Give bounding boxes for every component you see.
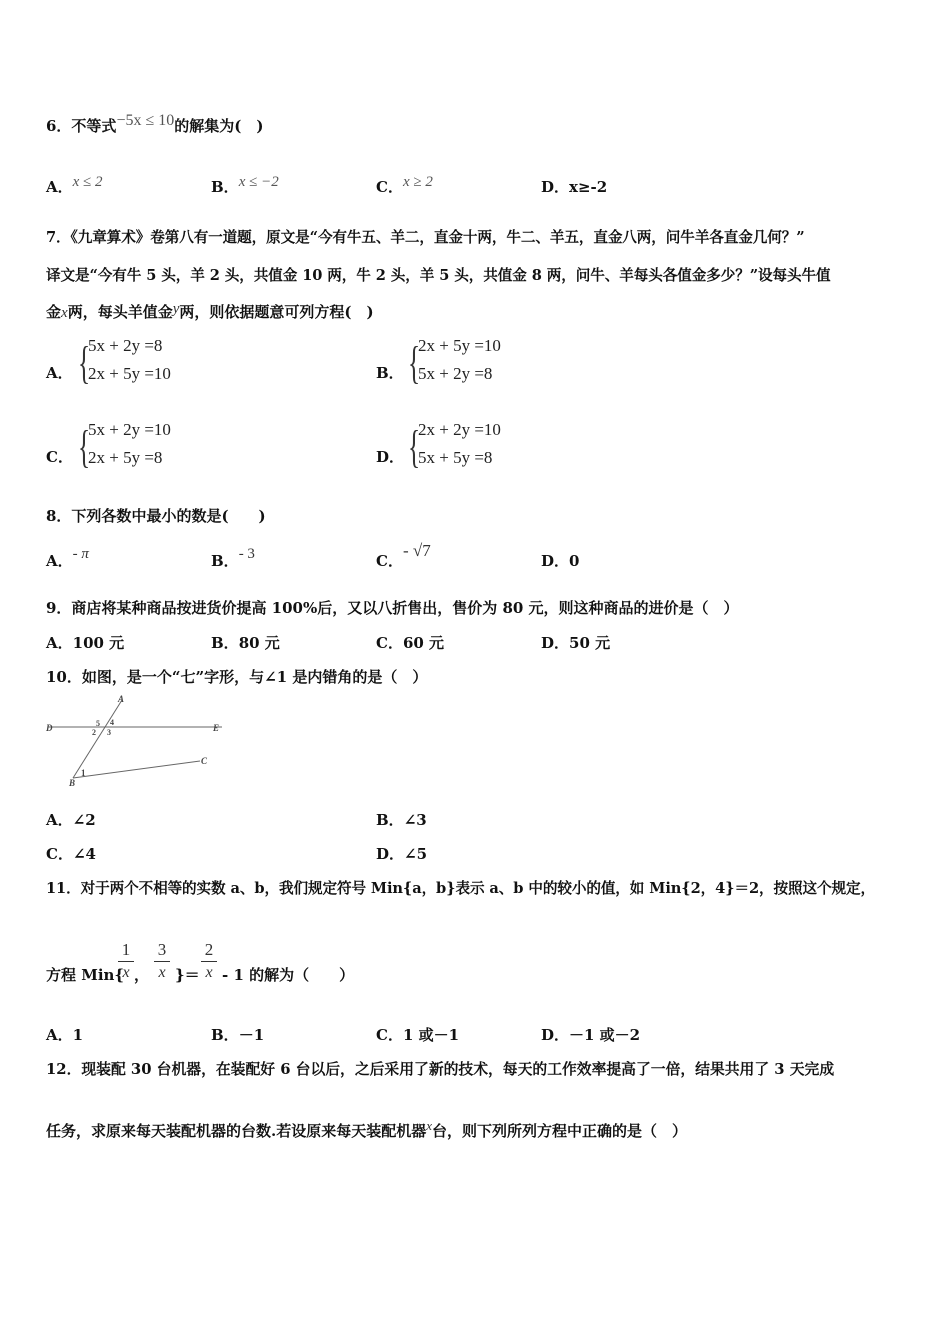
option-label: A． [46, 552, 73, 570]
option-value: x ≤ 2 [72, 174, 103, 190]
option-label: B． [211, 634, 239, 652]
q6-stem [46, 112, 264, 136]
q11-eq-mid: }＝ [175, 966, 200, 984]
angle-4-label: 4 [110, 718, 114, 727]
q10-option-b[interactable] [376, 809, 427, 830]
q7-option-a-system [78, 336, 218, 396]
q7-line3-b: 两，每头羊值金 [67, 303, 173, 321]
option-label: B． [376, 811, 404, 829]
fraction-bar [118, 961, 134, 962]
q11-fraction-2 [154, 940, 170, 983]
label-e: E [213, 723, 220, 733]
option-value: 50 元 [569, 634, 611, 652]
option-value: - π [72, 546, 89, 562]
q6-option-a[interactable] [46, 176, 103, 197]
brace-icon: { [408, 337, 421, 388]
fraction-bar [201, 961, 217, 962]
label-c: C [201, 756, 208, 766]
q6-option-b[interactable] [211, 176, 279, 197]
q11-option-d[interactable] [541, 1024, 640, 1045]
option-value: ∠4 [72, 845, 96, 863]
option-value: 100 元 [72, 634, 125, 652]
option-label: C． [376, 178, 403, 196]
option-value: - 3 [238, 546, 255, 562]
q6-stem-prefix: 6．不等式 [46, 117, 117, 135]
q11-eq-prefix: 方程 Min{ [46, 966, 125, 984]
option-value: x ≥ 2 [402, 174, 433, 190]
q8-stem: 8．下列各数中最小的数是( ) [46, 507, 266, 525]
equation-2: 2x + 5y =8 [88, 448, 163, 467]
line-ab [73, 700, 122, 778]
option-label: A． [46, 1026, 73, 1044]
option-value: x ≤ −2 [238, 174, 279, 190]
option-label: C． [46, 845, 73, 863]
numerator: 3 [157, 940, 167, 959]
option-value: - √7 [402, 541, 431, 560]
equation-2: 5x + 5y =8 [418, 448, 493, 467]
q7-var-x: x [61, 305, 68, 321]
equation-1: 2x + 2y =10 [418, 420, 501, 439]
q11-option-a[interactable] [46, 1024, 83, 1045]
brace-icon: { [408, 421, 421, 472]
option-label: B． [211, 552, 239, 570]
option-label: A． [46, 178, 73, 196]
option-value: 1 或－1 [402, 1026, 460, 1044]
q12-line2 [46, 1120, 687, 1141]
label-b: B [69, 778, 76, 788]
q6-inequality: −5x ≤ 10 [116, 112, 175, 129]
line-bc [73, 761, 200, 778]
option-value: 1 [72, 1026, 84, 1044]
option-value: x≥-2 [569, 178, 608, 196]
equation-1: 5x + 2y =8 [88, 336, 163, 355]
equation-1: 5x + 2y =10 [88, 420, 171, 439]
option-label: C． [376, 634, 403, 652]
option-label: A． [46, 634, 73, 652]
q7-line1: 7．《九章算术》卷第八有一道题，原文是“今有牛五、羊二，直金十两，牛二、羊五，直金八两，问牛羊各直金几何？” [46, 229, 805, 246]
option-value: 0 [569, 552, 580, 570]
q10-option-d[interactable] [376, 843, 427, 864]
q11-option-b[interactable] [211, 1024, 264, 1045]
label-a: A [118, 694, 125, 704]
q8-option-a[interactable] [46, 546, 89, 571]
option-label: D． [541, 634, 570, 652]
q7-option-b-label[interactable]: B． [376, 364, 404, 382]
option-value: ∠2 [72, 811, 96, 829]
fraction-bar [154, 961, 170, 962]
q9-stem: 9．商店将某种商品按进货价提高 100%后，又以八折售出，售价为 80 元，则这种商品的进价是（ ） [46, 599, 739, 617]
q11-eq-suffix: - 1 的解为（ ） [222, 966, 355, 984]
denominator: x [205, 964, 213, 981]
q7-line2: 译文是“今有牛 5 头，羊 2 头，共值金 10 两，牛 2 头，羊 5 头，共值金 8 两，问牛、羊每头各值金多少？”设每头牛值 [46, 267, 831, 284]
option-label: B． [211, 178, 239, 196]
q7-line3-a: 金 [46, 303, 62, 321]
option-label: D． [541, 178, 570, 196]
q7-option-d-label[interactable]: D． [376, 448, 405, 466]
option-value: －1 [238, 1026, 265, 1044]
option-label: D． [541, 552, 570, 570]
option-value: －1 或－2 [569, 1026, 641, 1044]
option-label: C． [376, 552, 403, 570]
angle-2-label: 2 [92, 728, 96, 737]
q9-option-d[interactable] [541, 632, 610, 653]
q7-option-b-system [408, 336, 548, 396]
q10-option-a[interactable] [46, 809, 96, 830]
option-label: D． [376, 845, 405, 863]
q11-fraction-1 [118, 940, 134, 983]
denominator: x [158, 964, 166, 981]
q9-option-c[interactable] [376, 632, 444, 653]
option-label: A． [46, 811, 73, 829]
option-value: 80 元 [238, 634, 280, 652]
q7-option-a-label[interactable]: A． [46, 364, 73, 382]
brace-icon: { [78, 421, 91, 472]
q11-comma: ， [134, 966, 150, 984]
option-value: ∠5 [404, 845, 428, 863]
q7-option-d-system [408, 420, 548, 480]
q7-option-c-system [78, 420, 218, 480]
option-label: D． [541, 1026, 570, 1044]
q11-option-c[interactable] [376, 1024, 459, 1045]
numerator: 2 [204, 940, 214, 959]
q10-option-c[interactable] [46, 843, 96, 864]
equation-1: 2x + 5y =10 [418, 336, 501, 355]
angle-5-label: 5 [96, 719, 100, 728]
q6-stem-suffix: 的解集为( ) [174, 117, 264, 135]
q10-figure [40, 692, 230, 792]
q12-line1: 12．现装配 30 台机器，在装配好 6 台以后，之后采用了新的技术，每天的工作效率提高了一倍，结果共用了 3 天完成 [46, 1061, 835, 1078]
brace-icon: { [78, 337, 91, 388]
q9-option-a[interactable] [46, 632, 124, 653]
q6-option-c[interactable] [376, 176, 433, 197]
q10-stem: 10．如图，是一个“七”字形，与∠1 是内错角的是（ ） [46, 668, 428, 686]
equation-2: 5x + 2y =8 [418, 364, 493, 383]
label-d: D [46, 723, 53, 733]
q7-line3-c: 两，则依据题意可列方程( ) [179, 303, 374, 321]
q8-option-d[interactable] [541, 550, 579, 571]
angle-1-label: 1 [81, 768, 86, 778]
q7-var-y: y [172, 301, 180, 317]
option-label: C． [376, 1026, 403, 1044]
q11-line1: 11．对于两个不相等的实数 a、b，我们规定符号 Min{a，b}表示 a、b 中的较小的值，如 Min{2，4}＝2，按照这个规定， [46, 880, 875, 897]
option-value: 60 元 [402, 634, 445, 652]
equation-2: 2x + 5y =10 [88, 364, 171, 383]
q12-var-x: x [426, 1118, 433, 1133]
q6-option-d[interactable] [541, 176, 607, 197]
q7-option-c-label[interactable]: C． [46, 448, 73, 466]
angle-3-label: 3 [107, 728, 111, 737]
q12-line2-b: 台，则下列所列方程中正确的是（ ） [432, 1122, 688, 1140]
q7-line3 [46, 301, 374, 322]
q12-line2-a: 任务，求原来每天装配机器的台数.若设原来每天装配机器 [46, 1122, 427, 1140]
q11-fraction-3 [201, 940, 217, 983]
denominator: x [122, 964, 130, 981]
option-label: B． [211, 1026, 239, 1044]
q8-option-b[interactable] [211, 546, 255, 571]
option-value: ∠3 [403, 811, 427, 829]
q8-option-c[interactable] [376, 541, 431, 571]
numerator: 1 [121, 940, 131, 959]
q9-option-b[interactable] [211, 632, 280, 653]
